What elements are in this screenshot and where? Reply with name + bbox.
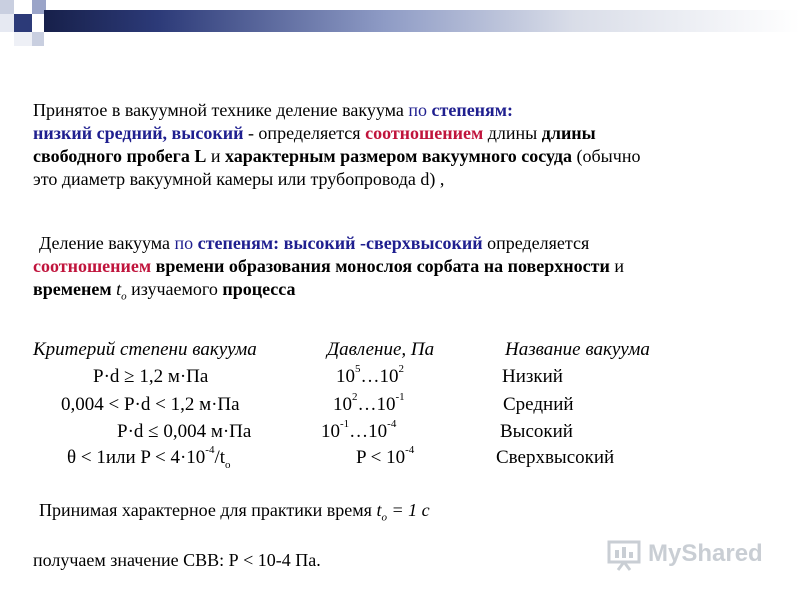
text: Принимая характерное для практики время [39,500,377,520]
table-header-name: Название вакуума [505,339,650,360]
subscript: o [225,458,231,471]
slide-header-decoration [0,0,800,60]
superscript: 2 [398,363,404,375]
text: - определяется [243,123,366,143]
table-row-3-criterion: P·d ≤ 0,004 м·Па [117,421,252,442]
text-italic: = 1 с [386,500,430,520]
text-highlight-red: соотношением [33,256,152,276]
subscript: o [121,290,127,303]
table-header-criterion: Критерий степени вакуума [33,339,257,360]
header-square-6 [32,32,44,46]
table-row-3-name: Высокий [500,421,573,442]
paragraph-vacuum-degrees-2 [33,232,624,309]
text-bold: времени образования монослоя сорбата на поверхности [151,256,610,276]
table-header-pressure: Давление, Па [327,339,435,360]
text-bold: процесса [222,279,296,299]
text-highlight: степеням: высокий -сверхвысокий [197,233,483,253]
text-bold: длины [541,123,596,143]
header-square-5 [14,14,32,32]
text-bold: характерным размером вакуумного сосуда [225,146,573,166]
table-row-4-pressure [356,444,415,469]
text: P < 10 [356,447,406,468]
text: θ < 1или P < 4·10 [67,447,206,468]
header-square-1 [0,0,14,14]
table-row-2-criterion: 0,004 < P·d < 1,2 м·Па [61,394,240,415]
superscript: 2 [352,391,358,403]
text-italic: t [116,279,122,299]
text-highlight: по [408,100,427,120]
header-gradient-bar [44,10,800,32]
text: 10 [321,421,340,442]
table-row-4-name: Сверхвысокий [496,447,615,468]
text: Принятое в вакуумной технике деление вакуума [33,100,409,120]
header-square-2 [14,0,32,14]
table-row-1-criterion: P·d ≥ 1,2 м·Па [93,366,209,387]
text: 10 [333,394,352,415]
header-square-7 [14,32,32,46]
watermark-text: MyShared [648,540,763,567]
presentation-board-icon [606,538,642,572]
paragraph-practical-time [39,499,430,530]
text: и [206,146,225,166]
text: длины [483,123,542,143]
text: …10 [357,394,396,415]
paragraph-vacuum-degrees-1 [33,99,640,191]
text: 10 [336,366,355,387]
text-italic: t [376,500,382,520]
text: изучаемого [126,279,223,299]
table-row-1-name: Низкий [502,366,563,387]
superscript: -4 [205,444,215,456]
superscript: -1 [340,418,350,430]
paragraph-result: получаем значение СВВ: Р < 10-4 Па. [33,550,321,570]
text: определяется [482,233,590,253]
text: Деление вакуума [39,233,175,253]
table-row-4-criterion [67,444,231,471]
text-highlight-red: соотношением [365,123,484,143]
superscript: -4 [405,444,415,456]
text-highlight: по [174,233,194,253]
text: …10 [349,421,388,442]
superscript: -1 [395,391,405,403]
text: …10 [360,366,399,387]
table-row-3-pressure [321,418,397,443]
superscript: -4 [387,418,397,430]
text-highlight: низкий средний, высокий [33,123,244,143]
text: /t [214,447,226,468]
text-bold: свободного пробега L [33,146,207,166]
text-highlight: степеням: [431,100,514,120]
table-row-2-name: Средний [503,394,574,415]
text-bold: временем [33,279,117,299]
myshared-watermark [606,538,766,572]
text: (обычно [572,146,641,166]
table-row-1-pressure [336,363,404,388]
header-square-4 [0,14,14,32]
table-row-2-pressure [333,391,405,416]
text: это диаметр вакуумной камеры или трубопровода d) , [33,169,445,189]
text: и [609,256,624,276]
superscript: 5 [355,363,361,375]
subscript: o [381,511,387,524]
